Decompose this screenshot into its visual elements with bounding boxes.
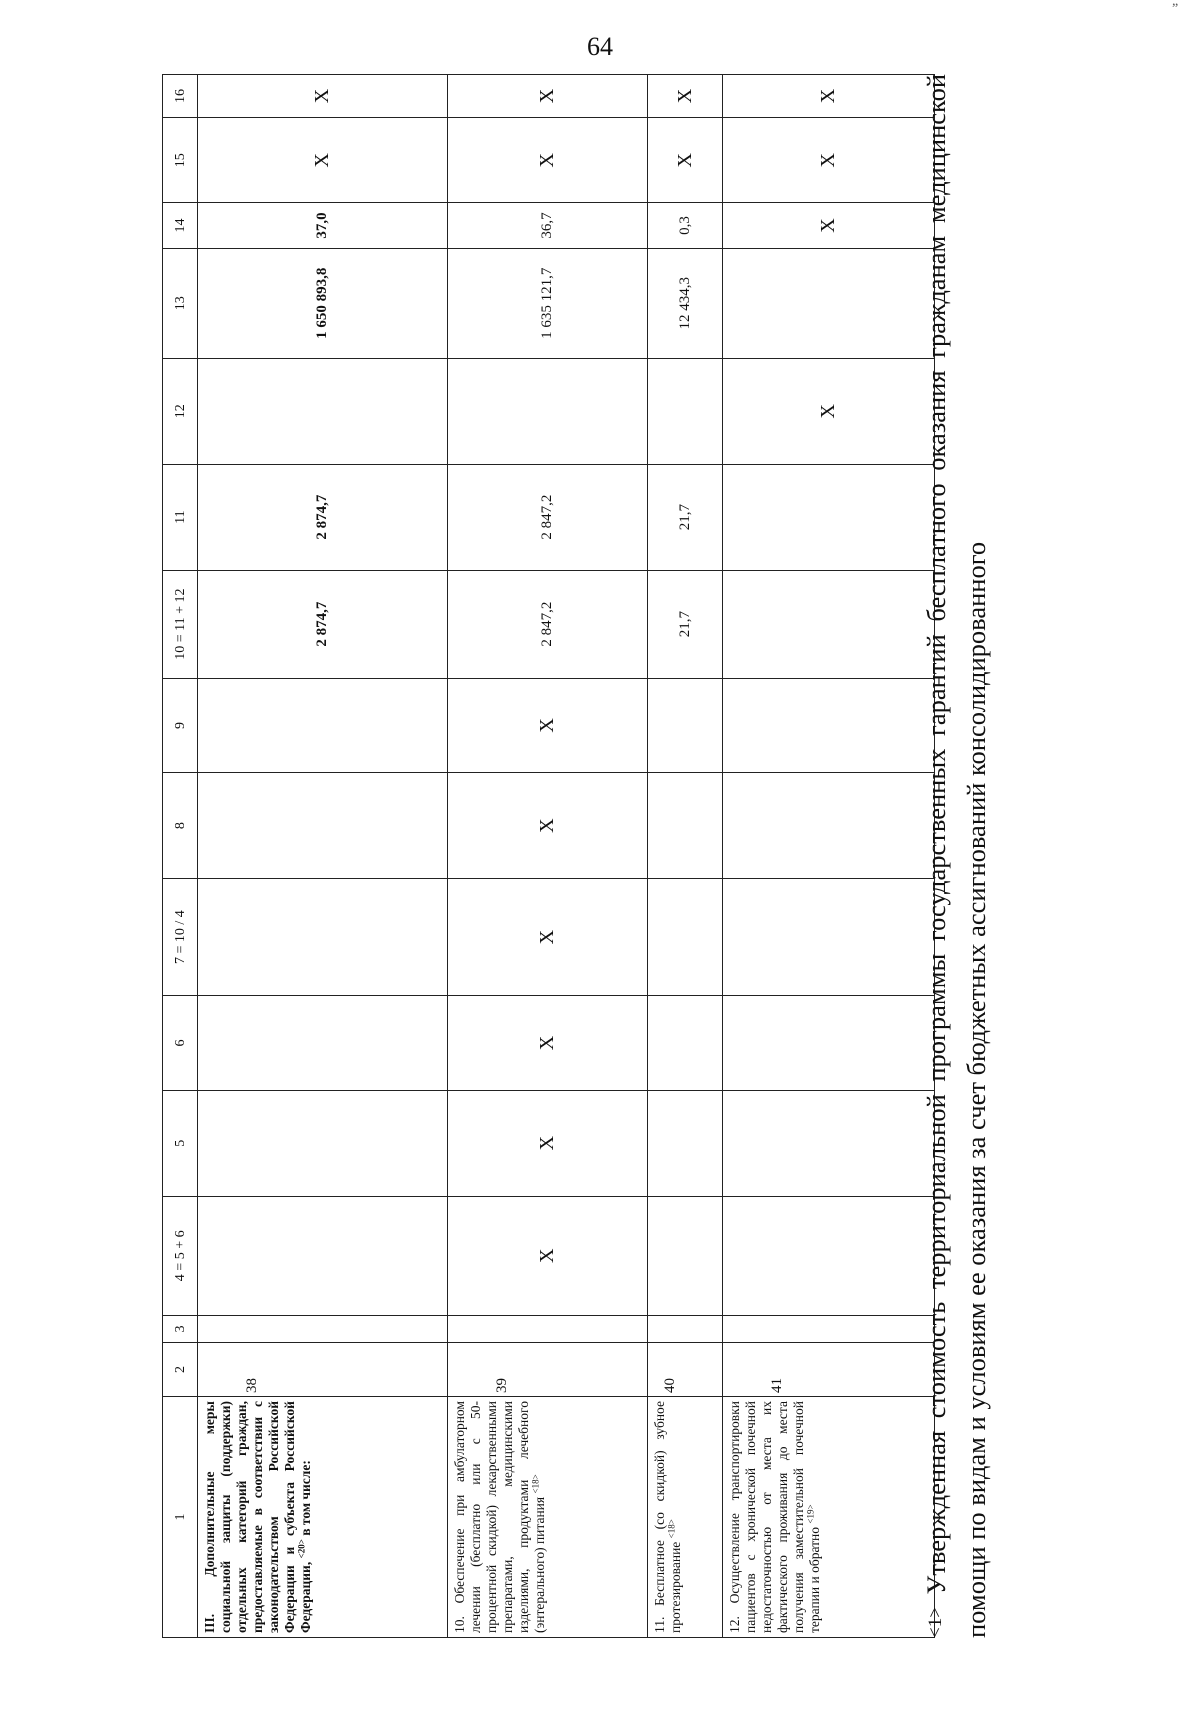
cell-c13: 1 650 893,8 [198, 248, 448, 358]
cell-c14: 37,0 [198, 203, 448, 248]
row-name-suffix: в том числе: [298, 1460, 313, 1540]
table-row [723, 75, 935, 1638]
col-header-7: 7 = 10 / 4 [163, 879, 198, 996]
rotated-landscape-area [162, 68, 1012, 1638]
cell-c5 [648, 1090, 723, 1196]
cell-c7 [198, 879, 448, 996]
row-number: 40 [648, 1342, 723, 1396]
row-name: III. Дополнительные меры социальной защиты (поддержки) отдельных категорий граждан, предоставляемые в соответствии с законодательством Российской Федерации и субъекта Российской Федерации, [202, 1401, 313, 1633]
cell-c8 [198, 773, 448, 879]
footnote [916, 74, 996, 1638]
footnote-ref: <20> [296, 1539, 307, 1559]
cell-c3 [648, 1315, 723, 1342]
cell-c7 [723, 879, 935, 996]
col-header-16: 16 [163, 75, 198, 118]
cell-c3 [198, 1315, 448, 1342]
cell-c11: 21,7 [648, 464, 723, 570]
footnote-ref: <18> [530, 1474, 541, 1494]
cell-c11: 2 847,2 [448, 464, 648, 570]
cell-c9 [723, 678, 935, 773]
cell-c13: 12 434,3 [648, 248, 723, 358]
cell-c3 [723, 1315, 935, 1342]
cell-c7 [648, 879, 723, 996]
cell-c9: X [448, 678, 648, 773]
cell-c4 [723, 1196, 935, 1315]
cell-c4: X [448, 1196, 648, 1315]
row-name-cell [648, 1397, 723, 1638]
cost-table [162, 74, 935, 1638]
cell-c11 [723, 464, 935, 570]
col-header-12: 12 [163, 358, 198, 464]
scan-edge-mark: „ [1172, 0, 1179, 9]
row-name-cell [723, 1397, 935, 1638]
cell-c9 [198, 678, 448, 773]
cell-c14: 0,3 [648, 203, 723, 248]
cell-c7: X [448, 879, 648, 996]
row-number: 39 [448, 1342, 648, 1396]
page-number: 64 [587, 32, 613, 61]
cell-c9 [648, 678, 723, 773]
row-name: 12. Осуществление транспортировки пациентов с хронической почечной недостаточностью от места их фактического проживания до места получения заместительной почечной терапии и обратно [727, 1401, 822, 1633]
row-number: 38 [198, 1342, 448, 1396]
row-name-cell [198, 1397, 448, 1638]
table-header-row [163, 75, 198, 1638]
col-header-8: 8 [163, 773, 198, 879]
footnote-ref: <18> [666, 1519, 677, 1539]
cell-c16: X [448, 75, 648, 118]
col-header-4: 4 = 5 + 6 [163, 1196, 198, 1315]
rotated-content [162, 68, 1012, 1638]
col-header-6: 6 [163, 996, 198, 1091]
cell-c12 [648, 358, 723, 464]
col-header-11: 11 [163, 464, 198, 570]
cell-c12: X [723, 358, 935, 464]
cell-c14: 36,7 [448, 203, 648, 248]
cell-c10 [723, 570, 935, 678]
cell-c8: X [448, 773, 648, 879]
cell-c4 [198, 1196, 448, 1315]
row-number: 41 [723, 1342, 935, 1396]
col-header-13: 13 [163, 248, 198, 358]
cell-c15: X [448, 117, 648, 203]
cell-c15: X [723, 117, 935, 203]
col-header-14: 14 [163, 203, 198, 248]
table-row [198, 75, 448, 1638]
cell-c4 [648, 1196, 723, 1315]
col-header-1: 1 [163, 1397, 198, 1638]
cell-c10: 2 847,2 [448, 570, 648, 678]
col-header-15: 15 [163, 117, 198, 203]
cell-c8 [648, 773, 723, 879]
footnote-mark: <1> [925, 1607, 946, 1638]
cell-c10: 2 874,7 [198, 570, 448, 678]
footnote-ref: <19> [805, 1504, 816, 1524]
row-name: 10. Обеспечение при амбулаторном лечении (бесплатно или с 50-процентной скидкой) лекарственными препаратами, медицинскими изделиями, продуктами лечебного (энтерального) питания [452, 1401, 547, 1633]
cell-c14: X [723, 203, 935, 248]
cell-c6 [723, 996, 935, 1091]
cell-c6 [198, 996, 448, 1091]
col-header-2: 2 [163, 1342, 198, 1396]
col-header-10: 10 = 11 + 12 [163, 570, 198, 678]
col-header-3: 3 [163, 1315, 198, 1342]
cell-c16: X [198, 75, 448, 118]
cell-c8 [723, 773, 935, 879]
row-name-cell [448, 1397, 648, 1638]
cell-c10: 21,7 [648, 570, 723, 678]
cell-c6 [648, 996, 723, 1091]
cell-c13: 1 635 121,7 [448, 248, 648, 358]
row-name: 11. Бесплатное (со скидкой) зубное протезирование [652, 1401, 683, 1633]
table-row [448, 75, 648, 1638]
cell-c16: X [723, 75, 935, 118]
table-row [648, 75, 723, 1638]
cell-c15: X [648, 117, 723, 203]
col-header-9: 9 [163, 678, 198, 773]
cell-c5 [723, 1090, 935, 1196]
col-header-5: 5 [163, 1090, 198, 1196]
cell-c5 [198, 1090, 448, 1196]
cell-c15: X [198, 117, 448, 203]
cell-c11: 2 874,7 [198, 464, 448, 570]
cell-c5: X [448, 1090, 648, 1196]
cell-c16: X [648, 75, 723, 118]
cell-c12 [198, 358, 448, 464]
cell-c6: X [448, 996, 648, 1091]
cell-c12 [448, 358, 648, 464]
cell-c3 [448, 1315, 648, 1342]
footnote-text: Утвержденная стоимость территориальной программы государственных гарантий бесплатного оказания гражданам медицинской помощи по видам и условиям ее оказания за счет бюджетных ассигнований консолидированного [921, 73, 991, 1638]
cell-c13 [723, 248, 935, 358]
